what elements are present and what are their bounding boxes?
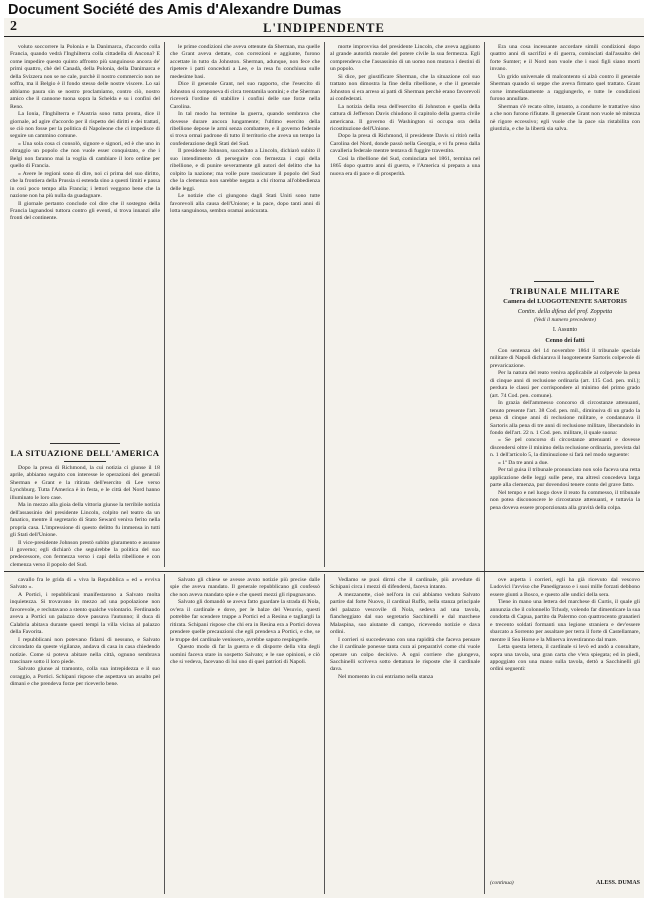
feuilleton-column-3	[330, 577, 480, 893]
paragraph: La notizia della resa dell'esercito di Johnston e quella della cattura di Jefferson Davis chiudono il capitolo della guerra civile americana. Il governo di Washington si occupa ora della ricostituzione dell'Unione.	[330, 103, 480, 132]
paragraph: Si dice, per giustificare Sherman, che la situazione col suo trattato non dimostra la fine della ribellione, e che il generale Johnston si era arreso ai patti di Sherman perchè erano favorevoli ai confederati.	[330, 73, 480, 103]
column-divider	[164, 42, 165, 567]
column-divider	[324, 42, 325, 567]
top-column-2	[170, 44, 320, 569]
tribunale-court: Camera del LUOGOTENENTE SARTORIS	[503, 298, 627, 305]
paragraph: Un grido universale di malcontento si alzò contro il generale Sherman quando si seppe che aveva firmato quel trattato. Grant corse immediatamente a raggiungerlo, e tutte le condizioni furono annullate.	[490, 73, 640, 103]
paragraph: In grazia dell'ammesso concorso di circostanze attenuanti, tenuto presente l'art. 38 Cod. pen. mil., diminuiva di un grado la pena di cinque anni di reclusione militare, e condannava il Sartoris alla pena di tre anni di reclusione militare, liberandolo in fondo dell'art. 22 n. 1 Cod. pen. militare, il quale suona:	[490, 400, 640, 436]
paragraph: voluto soccorrere la Polonia e la Danimarca, d'accordo colla Francia, quando vedrà l'Inghilterra colla cittadella di Ancona? E come impedire questo quinto affronto più sanguinoso ancora de' primi quattro, chè del Canadà, della Polonia, della Danimarca e della Svizzera non se ne cale, purchè il nostro commercio non ne soffra, ma il Belgio è il fondo stesso delle nostre viscere. Lo sai abbiamo paura sin se nostro proclamiamo, contro ciò, nostro amico che il cannone tuona sopra la Schelda e su i confini del Reno.	[10, 44, 160, 110]
feuilleton-rule	[4, 571, 644, 572]
page-number: 2	[10, 19, 17, 34]
paragraph: Le notizie che ci giungono dagli Stati Uniti sono tutte favorevoli alla causa dell'Unione; e la pace, dopo tanti anni di lotta sanguinosa, sembra oramai assicurata.	[170, 193, 320, 214]
paragraph: morte improvvisa del presidente Lincoln, che aveva aggiunto al grande autorità morale del potere civile la sua fermezza. Egli comprendeva che l'assassinio di un uomo non mutava i destini di un popolo.	[330, 44, 480, 73]
paragraph: A mezzanotte, cioè nell'ora in cui abbiamo veduto Salvato partire dal forte Nuovo, il cardinal Ruffo, nella stanza principale del palazzo vescovile di Nola, sedeva ad una tavola, fiancheggiato dal suo segretario Sacchinelli e dal marchese Malaspina, suo aiutante di campo, ricevendo notizie e dava ordini.	[330, 591, 480, 636]
paragraph: Salvato gli domandò se aveva fatto guardare la strada di Nola, ov'era il cardinale e dove, per le balze del Vesuvio, questi potrebbe far scendere truppe a Portici ed a Resina e tagliargli la ritirata. Schipani rispose che chi era in Resina era a Portici dovea prendere quelle precauzioni che egli prendeva a Portici, e che, se le truppe del cardinale venissero, avrebbe saputo respingerle.	[170, 599, 320, 643]
feuilleton-column-1	[10, 577, 160, 893]
tribunale-subheading: Cenno dei fatti	[545, 337, 585, 344]
tribunale-note: (Vedi il numero precedente)	[534, 317, 596, 323]
article-separator	[64, 461, 106, 462]
top-column-3	[330, 44, 480, 569]
paragraph: Era una cosa incessante accordare simili condizioni dopo quattro anni di sacrifizi e di guerra, cominciati dall'assalto del forte Sumter; e il Nord non vuole che i suoi figli siano morti invano.	[490, 44, 640, 73]
site-header: Document Société des Amis d'Alexandre Dumas	[8, 2, 342, 18]
paragraph: Dice il generale Grant, nel suo rapporto, che l'esercito di Johnston si componeva di circa trentamila uomini; e che Sherman riceverà l'ordine di stabilire i confini delle sue forze nella Carolina.	[170, 81, 320, 110]
article-separator	[50, 443, 120, 444]
newspaper-page	[4, 18, 644, 898]
column-divider	[164, 574, 165, 894]
masthead	[4, 20, 644, 37]
paragraph: « Una sola cosa ci consolò, signore e signori, ed è che uno in oltraggio un popolo che non vuole esser conquistato, e che i Belgi non faranno mai la voglia di cambiare il loro ordine per quello di Francia.	[10, 140, 160, 170]
paragraph: Letta questa lettera, il cardinale si levò ed andò a consultare, sopra una tavola, una gran carta che v'era spiegata; ed in piedi, appoggiato con una mano sulla tavola, dettò a Sacchinelli gli ordini seguenti:	[490, 644, 640, 673]
paragraph: « Se pel concorso di circostanze attenuanti e dovesse discendersi oltre il minimo della reclusione ordinaria, prevista dal n. 1 dell'articolo 5, la diminuzione si farà nel modo seguente:	[490, 437, 640, 459]
paragraph: La Ionia, l'Inghilterra e l'Austria sono tutta pronta, dice il giornale, ad agire d'accordo per il rispetto dei diritti e dei trattati, se ciò non fosse per la politica di Napoleone che ci impedisce di seguire un cammino comune.	[10, 111, 160, 140]
paragraph: « 1º Da tre anni a due.	[498, 459, 549, 466]
article-separator	[534, 281, 594, 282]
tribunale-heading: TRIBUNALE MILITARE	[509, 286, 621, 296]
column-divider	[324, 574, 325, 894]
paragraph: Tiene in mano una lettera del marchese di Curtis, il quale gli annunzia che il colonnello Tchudy, volendo far dimenticare la sua condotta di Capua, partito da Palermo con quattrocento granatieri e trecento soldati formanti una legione straniera e dev'essere sbarcato a Sorrento per assaltare per terra il forte di Castellamare, mentre il Sea Horse e la Minerva investiranno dal mare.	[490, 599, 640, 643]
paragraph: Per la natura del reato veniva applicabile al colpevole la pena di cinque anni di reclusione ordinaria (art. 115 Cod. pen. mil.); perdura le classi per corrispondere al minimo del primo grado (art. 74 Cod. pen. comune).	[490, 370, 640, 399]
paragraph: Il vice-presidente Johnson prestò subito giuramento e assunse il governo; egli dichiarò che seguirebbe la politica del suo predecessore, con fermezza verso i capi della ribellione e con clemenza verso il popolo del Sud.	[10, 539, 160, 568]
paragraph: Ma in mezzo alla gioia della vittoria giunse la terribile notizia dell'assassinio del presidente Lincoln, colpito nel teatro da un fanatico, mentre il segretario di Stato Seward veniva ferito nella propria casa. L'impressione di questo delitto fu immensa in tutti gli Stati dell'Unione.	[10, 502, 160, 539]
paragraph: Il presidente Johnson, succeduto a Lincoln, dichiarò subito il suo intendimento di perseguire con fermezza i capi della ribellione, e di punire severamente gli autori del delitto che ha colpito la nazione; ma volle pure rassicurare il popolo del Sud che la clemenza non sarebbe negata a chi ritorna all'obbedienza delle leggi.	[170, 148, 320, 192]
paragraph: Questo modo di far la guerra e di disporre della vita degli uomini faceva stare in sospetto Salvato; e le sue opinioni, e ciò che si vedeva, facevano di lui uno di quei patrioti di Napoli.	[170, 644, 320, 665]
paragraph: Il giornale pertanto conclude col dire che il sostegno della Francia lagnandosi tuttora contro gli eventi, si trova innanzi alle fronti del continente.	[10, 200, 160, 222]
paragraph: A Portici, i repubblicani manifestarono a Salvato molta inquietezza. Si trovavano in mezzo ad una popolazione non favorevole, e reclutavano a stento qualche volontario. Ferdinando aveva a Portici un palazzo dove passava l'autunno; il duca di Calabria abitava durante questi tempi la villa vicina al palazzo della Favorita.	[10, 591, 160, 636]
paragraph: Nel tempo e nel luogo dove il reato fu commesso, il tribunale non potea disconoscere le circostanze attenuanti, e tuttavia la pena doveva essere proporzionata alla gravità della colpa.	[490, 489, 640, 511]
paragraph: Con sentenza del 14 novembre 1864 il tribunale speciale militare di Napoli dichiarava il luogotenente Sartoris colpevole di prevaricazione.	[490, 348, 640, 369]
paragraph: Per tal guisa il tribunale pronunciato non solo faceva una retta applicazione delle leggi sulle pene, ma altresì concedeva larga parte alla clemenza, pur dovendosi tenere conto del grave fatto.	[490, 467, 640, 489]
paragraph: Nel momento in cui entriamo nella stanza	[338, 673, 434, 680]
paragraph: Così la ribellione del Sud, cominciata nel 1861, termina nel 1865 dopo quattro anni di guerra, e l'America si prepara a una nuova era di pace e di prosperità.	[330, 155, 480, 177]
paragraph: I corrieri si succedevano con una rapidità che faceva pensare che il cardinale ponesse tanta cura ai preparativi come chi vuole operare un colpo decisivo. A ogni corriere che giungeva, Sacchinelli scriveva sotto dettatura le risposte che il cardinale dava.	[330, 636, 480, 673]
tribunale-article	[490, 348, 640, 569]
paragraph: Vedlamo se puoi dirmi che il cardinale, più avvedute di Schipani circa i mezzi di difendersi, faceva intanto.	[330, 577, 480, 591]
newspaper-title: L'INDIPENDENTE	[263, 21, 385, 35]
feuilleton-column-4	[490, 577, 640, 873]
paragraph: « Avere le regioni sono di dire, noi ci prima del suo diritto, che la frontiera della Prussia si estenda sino a questi limiti e passa in così poco tempo alla Francia; i lettori veggono bene che la nazione non ha più nulla da guadagnare.	[10, 170, 160, 200]
top-column-1	[10, 44, 160, 440]
tribunale-part-label: I. Assunto	[552, 327, 578, 333]
paragraph: Salvato giunse al tramonto, colla sua intrepidezza e il suo coraggio, a Portici. Schipani rispose che aspettava un assalto pel dimani e che prendeva forze per riceverlo bene.	[10, 666, 160, 688]
paragraph: cavallo fra le grida di « viva la Repubblica » ed « evviva Salvato ».	[10, 577, 160, 591]
paragraph: Dopo la presa di Richmond, la cui notizia ci giunse il 18 aprile, abbiamo seguito con interesse le operazioni dei generali Sherman e Grant e la ritirata dell'esercito di Lee verso Lynchburg. Tutta l'America è in festa, e le città del Nord hanno illuminato le loro case.	[10, 465, 160, 501]
paragraph: Salvato gli chiese se avesse avuto notizie più precise dalle spie che aveva mandato. Il generale repubblicano gli confessò che non aveva mandato spie e che questi mezzi gli ripugnavano.	[170, 577, 320, 598]
feuilleton-footer	[490, 880, 640, 892]
column-divider	[484, 42, 485, 894]
top-column-4	[490, 44, 640, 276]
paragraph: In tal modo ha termine la guerra, quando sembrava che dovesse durare ancora lungamente; l'ultimo esercito della ribellione depose le armi senza combattere, e il governo federale si trova ormai padrone di tutto il territorio che aveva un tempo la confederazione degli Stati del Sud.	[170, 111, 320, 147]
paragraph: le prime condizioni che aveva ottenute da Sherman, ma quelle che Grant aveva dettate, con correzioni e aggiunte, furono accettate in tutto da Johnston. Sherman, adunque, non fece che ripetere i patti conceduti a Lee, e la resa fu conchiusa sulle medesime basi.	[170, 44, 320, 80]
paragraph: Sherman s'è recato oltre, intanto, a condurre le trattative sino a che non furono rifiutate. Il generale Grant non vuole nè mitezza nè rigore eccessivo; egli vuole che la pace sia ristabilita con giustizia, e che la libertà sia salva.	[490, 103, 640, 132]
situazione-article	[10, 465, 160, 569]
tribunale-subtitle: Contin. della difesa del prof. Zoppetta	[517, 308, 613, 315]
paragraph: ove aspetta i corrieri, egli ha già ricevuto dal vescovo Ludovici l'avviso che Panedigrasso e i suoi mille forzati debbono essere giunti a Bosco, e questo alle undici della sera.	[490, 577, 640, 598]
paragraph: I repubblicani non potevano fidarsi di nessuno, e Salvato circondato da queste vigilanze, andava di casa in casa chiedendo notizie. Come si poteva abitare nella città, ognuno sembrava trascinare sotto il loro piede.	[10, 636, 160, 665]
continued-label: (continua)	[490, 880, 514, 886]
author-signature: ALESS. DUMAS	[595, 880, 640, 886]
situazione-heading: LA SITUAZIONE DELL'AMERICA	[10, 448, 160, 458]
feuilleton-column-2	[170, 577, 320, 893]
paragraph: Dopo la presa di Richmond, il presidente Davis si ritirò nella Carolina del Nord, donde passò nella Georgia, e vi fu preso dalla cavalleria federale mentre tentava di fuggire travestito.	[330, 133, 480, 155]
